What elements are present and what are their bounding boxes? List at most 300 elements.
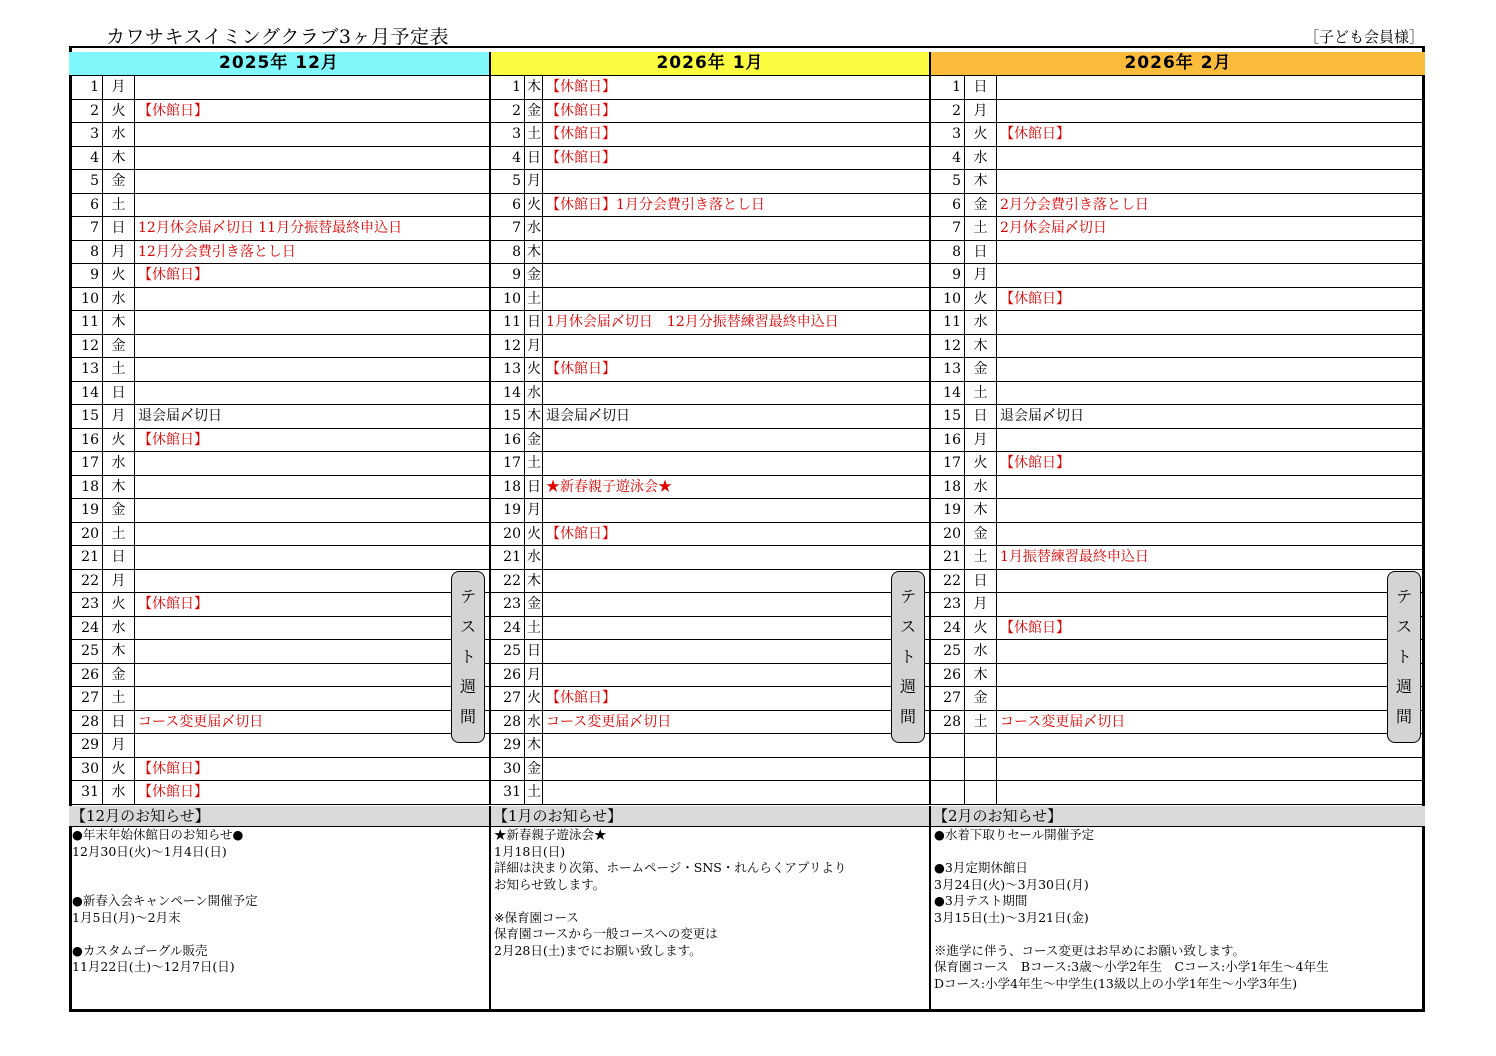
day-row: [69, 617, 489, 641]
test-week-label: [451, 571, 485, 743]
weekday: 木: [525, 241, 543, 264]
event-text: [135, 476, 489, 499]
weekday: 火: [103, 593, 135, 616]
day-row: [931, 452, 1425, 476]
weekday: 土: [965, 382, 997, 405]
test-week-char: テ: [459, 587, 476, 606]
event-text: 【休館日】: [1000, 290, 1070, 307]
weekday: 土: [525, 123, 543, 146]
day-number: 2: [491, 100, 525, 123]
test-week-char: ス: [459, 617, 476, 636]
day-number: 1: [931, 76, 965, 99]
weekday: 土: [103, 523, 135, 546]
event-text: 12月休会届〆切日 11月分振替最終申込日: [138, 220, 403, 236]
day-row: [69, 523, 489, 547]
test-week-char: ト: [899, 647, 916, 666]
day-row: [931, 429, 1425, 453]
event-text: [543, 664, 929, 687]
weekday: 木: [525, 405, 543, 428]
weekday: 日: [525, 476, 543, 499]
event-text: [543, 452, 929, 475]
weekday: 火: [965, 452, 997, 475]
weekday: 木: [965, 664, 997, 687]
day-number: 15: [931, 405, 965, 428]
day-row: [69, 499, 489, 523]
day-row: [931, 546, 1425, 570]
event-text: [997, 758, 1425, 781]
day-number: 15: [491, 405, 525, 428]
day-rows: [931, 76, 1425, 805]
event-text: [997, 499, 1425, 522]
day-number: 6: [931, 194, 965, 217]
day-number: [931, 781, 965, 804]
weekday: 月: [103, 734, 135, 757]
day-row: [69, 476, 489, 500]
day-row: [931, 570, 1425, 594]
event-text: [997, 147, 1425, 170]
weekday: 火: [103, 100, 135, 123]
day-row: [69, 170, 489, 194]
event-text: [997, 640, 1425, 663]
weekday: 月: [965, 264, 997, 287]
weekday: 日: [103, 382, 135, 405]
weekday: 月: [103, 405, 135, 428]
day-row: [491, 405, 929, 429]
day-number: 7: [69, 217, 103, 240]
test-week-char: 間: [899, 707, 916, 726]
weekday: 土: [525, 781, 543, 804]
weekday: 火: [965, 288, 997, 311]
weekday: 日: [525, 147, 543, 170]
day-row: [491, 429, 929, 453]
day-row: [931, 476, 1425, 500]
day-row: [931, 170, 1425, 194]
day-row: [931, 288, 1425, 312]
day-row: [69, 452, 489, 476]
weekday: 土: [965, 546, 997, 569]
day-row: [931, 405, 1425, 429]
weekday: 水: [103, 617, 135, 640]
event-text: [135, 687, 489, 710]
day-row: [69, 358, 489, 382]
weekday: 金: [965, 523, 997, 546]
day-number: 31: [491, 781, 525, 804]
day-number: 4: [69, 147, 103, 170]
weekday: 水: [525, 382, 543, 405]
weekday: 金: [103, 499, 135, 522]
weekday: 火: [525, 194, 543, 217]
weekday: 月: [965, 100, 997, 123]
day-number: 18: [69, 476, 103, 499]
weekday: 日: [103, 217, 135, 240]
event-text: 退会届〆切日: [1000, 408, 1084, 424]
weekday: 日: [965, 570, 997, 593]
day-row: [491, 264, 929, 288]
weekday: 木: [103, 640, 135, 663]
event-text: 【休館日】: [138, 431, 208, 448]
day-row: [491, 311, 929, 335]
weekday: 木: [525, 734, 543, 757]
weekday: 土: [103, 194, 135, 217]
day-number: 24: [931, 617, 965, 640]
day-number: 4: [491, 147, 525, 170]
event-text: 【休館日】: [1000, 619, 1070, 636]
notice-section-dec: [69, 806, 491, 1009]
weekday: 水: [525, 711, 543, 734]
day-row: [69, 288, 489, 312]
day-row: [931, 523, 1425, 547]
event-text: 【休館日】: [546, 361, 616, 377]
weekday: 金: [525, 100, 543, 123]
day-number: 6: [491, 194, 525, 217]
weekday: 日: [965, 241, 997, 264]
weekday: [965, 734, 997, 757]
weekday: 土: [103, 687, 135, 710]
day-number: 17: [931, 452, 965, 475]
audience-label: ［子ども会員様］: [1303, 28, 1424, 46]
day-number: 15: [69, 405, 103, 428]
month-header: 2025年 12月: [69, 52, 489, 76]
day-number: 10: [69, 288, 103, 311]
event-text: [135, 170, 489, 193]
event-text: [543, 640, 929, 663]
day-number: 8: [491, 241, 525, 264]
day-row: [491, 570, 929, 594]
event-text: [135, 640, 489, 663]
day-row: [931, 194, 1425, 218]
day-number: 12: [931, 335, 965, 358]
weekday: 水: [525, 217, 543, 240]
weekday: 火: [103, 264, 135, 287]
event-text: 【休館日】: [138, 760, 208, 777]
weekday: 水: [965, 147, 997, 170]
day-number: 1: [69, 76, 103, 99]
weekday: 木: [525, 76, 543, 99]
event-text: [997, 100, 1425, 123]
day-row: [491, 123, 929, 147]
day-rows: [491, 76, 929, 805]
event-text: [543, 217, 929, 240]
day-number: 23: [931, 593, 965, 616]
day-number: 6: [69, 194, 103, 217]
event-text: [543, 499, 929, 522]
day-number: 16: [69, 429, 103, 452]
day-number: 4: [931, 147, 965, 170]
day-row: [491, 335, 929, 359]
day-row: [931, 499, 1425, 523]
day-number: 21: [931, 546, 965, 569]
event-text: [543, 617, 929, 640]
day-number: 1: [491, 76, 525, 99]
weekday: 金: [965, 687, 997, 710]
weekday: 月: [965, 593, 997, 616]
day-row: [69, 217, 489, 241]
weekday: 火: [525, 358, 543, 381]
weekday: 金: [103, 170, 135, 193]
day-number: 11: [491, 311, 525, 334]
weekday: 火: [525, 687, 543, 710]
event-text: [135, 358, 489, 381]
test-week-char: ス: [899, 617, 916, 636]
weekday: 金: [525, 264, 543, 287]
day-number: 20: [931, 523, 965, 546]
event-text: [997, 358, 1425, 381]
event-text: [543, 170, 929, 193]
weekday: 月: [103, 76, 135, 99]
event-text: [997, 429, 1425, 452]
day-row: [491, 546, 929, 570]
day-number: 12: [69, 335, 103, 358]
day-row: [931, 617, 1425, 641]
event-text: 退会届〆切日: [138, 408, 222, 424]
day-row: [491, 687, 929, 711]
weekday: 日: [525, 311, 543, 334]
event-text: [135, 311, 489, 334]
event-text: 【休館日】: [546, 126, 616, 142]
month-header: 2026年 1月: [491, 52, 929, 76]
day-row: [69, 640, 489, 664]
day-row: [491, 76, 929, 100]
day-row: [491, 288, 929, 312]
day-number: 28: [491, 711, 525, 734]
day-number: [931, 734, 965, 757]
event-text: [135, 734, 489, 757]
month-header: 2026年 2月: [931, 52, 1425, 76]
day-number: 17: [491, 452, 525, 475]
weekday: 木: [525, 570, 543, 593]
test-week-char: 間: [1395, 707, 1412, 726]
weekday: 土: [965, 217, 997, 240]
notice-body: ●年末年始休館日のお知らせ● 12月30日(火)～1月4日(日) ●新春入会キャンペーン開催予定 1月5日(月)～2月末 ●カスタムゴーグル販売 11月22日(土)～12月7日(日): [72, 827, 258, 974]
day-number: 16: [491, 429, 525, 452]
day-number: 25: [491, 640, 525, 663]
day-row: [491, 711, 929, 735]
test-week-char: 週: [899, 677, 916, 696]
day-row: [491, 452, 929, 476]
event-text: 退会届〆切日: [546, 408, 630, 424]
day-row: [69, 711, 489, 735]
weekday: 土: [525, 452, 543, 475]
weekday: 水: [103, 123, 135, 146]
day-number: 22: [69, 570, 103, 593]
day-row: [69, 546, 489, 570]
event-text: [135, 499, 489, 522]
event-text: [543, 264, 929, 287]
day-number: 9: [491, 264, 525, 287]
day-number: 14: [69, 382, 103, 405]
weekday: 日: [103, 711, 135, 734]
event-text: 【休館日】: [138, 267, 208, 283]
test-week-char: ト: [459, 647, 476, 666]
day-number: 8: [931, 241, 965, 264]
event-text: 【休館日】: [546, 102, 616, 119]
weekday: 火: [103, 429, 135, 452]
test-week-char: テ: [1395, 587, 1412, 606]
weekday: 木: [965, 170, 997, 193]
event-text: [135, 76, 489, 99]
day-number: 30: [491, 758, 525, 781]
weekday: 日: [965, 76, 997, 99]
page-title: カワサキスイミングクラブ3ヶ月予定表: [106, 26, 449, 48]
event-text: [135, 194, 489, 217]
event-text: [135, 546, 489, 569]
day-row: [491, 476, 929, 500]
test-week-char: テ: [899, 587, 916, 606]
day-number: 29: [491, 734, 525, 757]
day-row: [931, 123, 1425, 147]
day-row: [69, 382, 489, 406]
weekday: 日: [965, 405, 997, 428]
day-row: [931, 241, 1425, 265]
day-number: 10: [491, 288, 525, 311]
day-row: [69, 100, 489, 124]
notice-section-feb: [931, 806, 1425, 1009]
day-number: 25: [69, 640, 103, 663]
day-row: [69, 311, 489, 335]
event-text: [997, 170, 1425, 193]
weekday: 水: [103, 781, 135, 804]
day-number: 29: [69, 734, 103, 757]
day-number: 3: [931, 123, 965, 146]
weekday: 土: [103, 358, 135, 381]
day-row: [931, 711, 1425, 735]
event-text: 【休館日】: [1000, 126, 1070, 142]
day-number: 20: [491, 523, 525, 546]
weekday: 月: [525, 170, 543, 193]
event-text: [543, 570, 929, 593]
day-row: [69, 405, 489, 429]
day-row: [69, 194, 489, 218]
weekday: 火: [103, 758, 135, 781]
event-text: 【休館日】: [546, 149, 616, 166]
day-number: 13: [69, 358, 103, 381]
day-number: 27: [69, 687, 103, 710]
event-text: 【休館日】: [138, 596, 208, 612]
event-text: 【休館日】: [546, 525, 616, 542]
event-text: [997, 687, 1425, 710]
day-number: 9: [69, 264, 103, 287]
day-row: [69, 593, 489, 617]
day-number: 23: [69, 593, 103, 616]
event-text: ★新春親子遊泳会★: [546, 478, 672, 495]
notice-section-jan: [491, 806, 931, 1009]
event-text: [135, 664, 489, 687]
event-text: [543, 758, 929, 781]
event-text: コース変更届〆切日: [546, 713, 672, 730]
event-text: [543, 593, 929, 616]
weekday: 日: [103, 546, 135, 569]
day-number: 22: [491, 570, 525, 593]
event-text: [543, 241, 929, 264]
weekday: 木: [965, 499, 997, 522]
weekday: 木: [103, 311, 135, 334]
weekday: 土: [965, 711, 997, 734]
day-row: [931, 100, 1425, 124]
day-row: [491, 640, 929, 664]
month-column-feb: [931, 52, 1425, 805]
day-row: [931, 593, 1425, 617]
event-text: [135, 335, 489, 358]
day-number: 13: [491, 358, 525, 381]
event-text: 【休館日】: [546, 79, 616, 95]
day-number: 9: [931, 264, 965, 287]
weekday: 金: [103, 335, 135, 358]
day-row: [69, 147, 489, 171]
weekday: 月: [103, 570, 135, 593]
day-row: [931, 640, 1425, 664]
day-number: 19: [69, 499, 103, 522]
event-text: [543, 546, 929, 569]
day-row: [931, 311, 1425, 335]
event-text: [135, 617, 489, 640]
event-text: [997, 311, 1425, 334]
test-week-char: 週: [459, 677, 476, 696]
day-row: [931, 781, 1425, 805]
day-row: [69, 123, 489, 147]
event-text: [135, 570, 489, 593]
day-number: 25: [931, 640, 965, 663]
weekday: 金: [965, 194, 997, 217]
event-text: [135, 382, 489, 405]
test-week-label: [891, 571, 925, 743]
day-row: [931, 734, 1425, 758]
weekday: 水: [103, 452, 135, 475]
event-text: コース変更届〆切日: [138, 713, 264, 730]
day-number: 3: [69, 123, 103, 146]
day-row: [491, 499, 929, 523]
day-number: 16: [931, 429, 965, 452]
day-row: [491, 217, 929, 241]
month-column-jan: [491, 52, 931, 805]
day-number: 17: [69, 452, 103, 475]
event-text: [997, 76, 1425, 99]
day-number: 28: [931, 711, 965, 734]
day-number: 19: [491, 499, 525, 522]
event-text: [543, 429, 929, 452]
weekday: 木: [103, 476, 135, 499]
weekday: 水: [965, 476, 997, 499]
day-number: 12: [491, 335, 525, 358]
weekday: 月: [103, 241, 135, 264]
day-row: [69, 781, 489, 805]
day-number: 26: [69, 664, 103, 687]
weekday: 水: [965, 640, 997, 663]
weekday: 木: [103, 147, 135, 170]
day-row: [491, 664, 929, 688]
day-row: [491, 100, 929, 124]
weekday: 水: [525, 546, 543, 569]
weekday: 金: [525, 593, 543, 616]
weekday: [965, 758, 997, 781]
day-number: 7: [931, 217, 965, 240]
event-text: [997, 335, 1425, 358]
day-row: [69, 241, 489, 265]
day-row: [491, 593, 929, 617]
day-row: [491, 617, 929, 641]
weekday: 月: [525, 335, 543, 358]
day-row: [931, 264, 1425, 288]
event-text: [997, 382, 1425, 405]
event-text: [543, 781, 929, 804]
day-row: [931, 76, 1425, 100]
weekday: 水: [965, 311, 997, 334]
event-text: [135, 523, 489, 546]
day-number: 11: [69, 311, 103, 334]
day-number: 30: [69, 758, 103, 781]
test-week-char: ス: [1395, 617, 1412, 636]
event-text: 1月振替練習最終申込日: [1000, 549, 1149, 565]
day-number: 11: [931, 311, 965, 334]
